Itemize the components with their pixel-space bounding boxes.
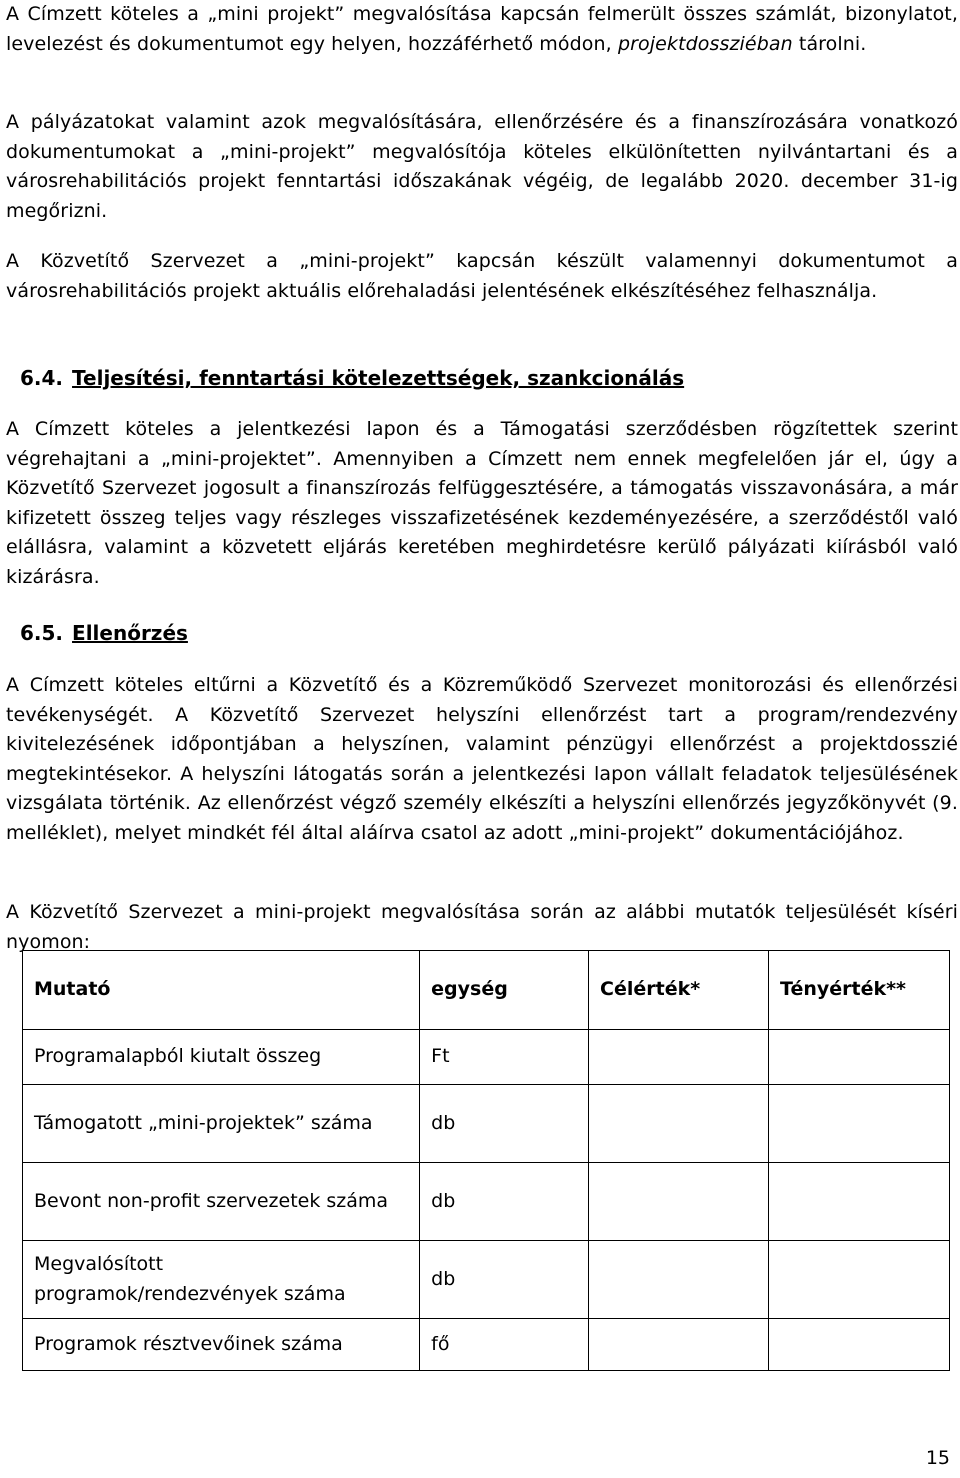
cell-tenyertek — [769, 1085, 950, 1163]
paragraph-inspection: A Címzett köteles eltűrni a Közvetítő és a Közreműködő Szervezet monitorozási és ellenőrzési tevékenységét. A Közvetítő Szervezet helyszíni ellenőrzést tart a program/rendezvény kivitelezésének időpontjában a helyszínen, valamint pénzügyi ellenőrzést a projektdosszié megtekintésekor. A helyszíni látogatás során a jelentkezési lapon vállalt feladatok teljesülésének vizsgálata történik. Az ellenőrzést végző személy elkészíti a helyszíni ellenőrzés jegyzőkönyvét (9. melléklet), melyet mindkét fél által aláírva csatol az adott „mini-projekt” dokumentációjához. — [6, 674, 958, 844]
table-row — [23, 1163, 950, 1241]
section-title: Ellenőrzés — [72, 621, 188, 645]
paragraph-document-retention: A pályázatokat valamint azok megvalósítására, ellenőrzésére és a finanszírozására vonatkozó dokumentumokat a „mini-projekt” megvalósítója köteles elkülönítetten nyilvántartani és a városrehabilitációs projekt fenntartási időszakának végéig, de legalább 2020. december 31-ig megőrizni. — [6, 111, 958, 222]
cell-celertek — [589, 1030, 769, 1085]
table-header-row — [23, 951, 950, 1030]
table-row — [23, 1241, 950, 1319]
cell-celertek — [589, 1085, 769, 1163]
cell-egyseg: db — [420, 1085, 589, 1163]
cell-egyseg: db — [420, 1241, 589, 1319]
cell-tenyertek — [769, 1241, 950, 1319]
section-heading-6-5 — [20, 619, 188, 647]
cell-mutato: Programok résztvevőinek száma — [23, 1319, 420, 1371]
page-number: 15 — [925, 1447, 950, 1469]
header-mutato: Mutató — [23, 951, 420, 1030]
section-number: 6.4. — [20, 366, 64, 390]
cell-tenyertek — [769, 1319, 950, 1371]
cell-mutato: Megvalósított programok/rendezvények száma — [23, 1241, 420, 1319]
cell-mutato: Támogatott „mini-projektek” száma — [23, 1085, 420, 1163]
section-title: Teljesítési, fenntartási kötelezettségek, szankcionálás — [72, 366, 685, 390]
cell-mutato: Bevont non-profit szervezetek száma — [23, 1163, 420, 1241]
paragraph-indicators-intro: A Közvetítő Szervezet a mini-projekt megvalósítása során az alábbi mutatók teljesülését kíséri nyomon: — [6, 901, 958, 953]
section-heading-6-4 — [20, 364, 684, 392]
cell-tenyertek — [769, 1163, 950, 1241]
cell-tenyertek — [769, 1030, 950, 1085]
cell-egyseg: fő — [420, 1319, 589, 1371]
header-egyseg: egység — [420, 951, 589, 1030]
cell-celertek — [589, 1163, 769, 1241]
cell-egyseg: db — [420, 1163, 589, 1241]
section-number: 6.5. — [20, 621, 64, 645]
paragraph-obligations-sanctions: A Címzett köteles a jelentkezési lapon és a Támogatási szerződésben rögzítettek szerint végrehajtani a „mini-projektet”. Amennyiben a Címzett nem ennek megfelelően jár el, úgy a Közvetítő Szervezet jogosult a finanszírozás felfüggesztésére, a támogatás visszavonására, a már kifizetett összeg teljes vagy részleges visszafizetésének kezdeményezésére, a szerződéstől való elállásra, valamint a közvetett eljárás keretében meghirdetésre kerülő pályázati kiírásból való kizárásra. — [6, 418, 958, 588]
header-tenyertek: Tényérték** — [769, 951, 950, 1030]
table-row — [23, 1319, 950, 1371]
table-row — [23, 1085, 950, 1163]
italic-term: projektdossziéban — [617, 32, 793, 55]
table-row — [23, 1030, 950, 1085]
p1-text: A Címzett köteles a „mini projekt” megvalósítása kapcsán felmerült összes számlát, bizonylatot, levelezést és dokumentumot egy helyen, hozzáférhető módon, projektdossziéban tárolni. — [6, 3, 958, 55]
cell-egyseg: Ft — [420, 1030, 589, 1085]
paragraph-document-storage — [6, 0, 958, 59]
paragraph-progress-report: A Közvetítő Szervezet a „mini-projekt” kapcsán készült valamennyi dokumentumot a városrehabilitációs projekt aktuális előrehaladási jelentésének elkészítéséhez felhasználja. — [6, 250, 958, 302]
header-celertek: Célérték* — [589, 951, 769, 1030]
cell-celertek — [589, 1241, 769, 1319]
cell-celertek — [589, 1319, 769, 1371]
cell-mutato: Programalapból kiutalt összeg — [23, 1030, 420, 1085]
indicators-table — [22, 950, 950, 1371]
